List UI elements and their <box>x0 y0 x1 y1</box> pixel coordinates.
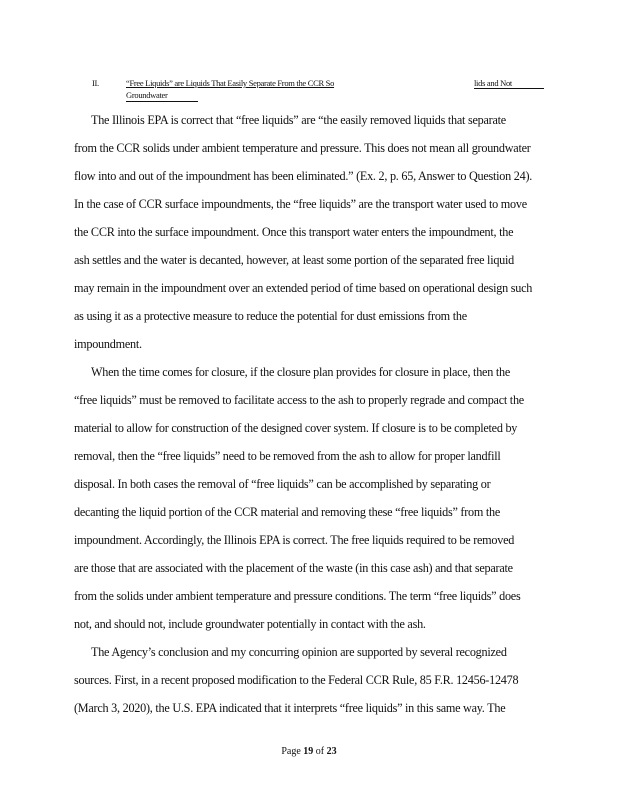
section-title-line2: Groundwater <box>126 89 198 102</box>
text-line: The Illinois EPA is correct that “free liquids” are “the easily removed liquids that separate <box>91 113 506 127</box>
text-line: from the CCR solids under ambient temperature and pressure. This does not mean all groundwater <box>74 141 531 155</box>
text-line: not, and should not, include groundwater potentially in contact with the ash. <box>74 617 426 631</box>
text-line: impoundment. <box>74 337 142 351</box>
text-line: from the solids under ambient temperature and pressure conditions. The term “free liquids” does <box>74 589 521 603</box>
text-line: removal, then the “free liquids” need to be removed from the ash to allow for proper landfill <box>74 449 501 463</box>
text-line: decanting the liquid portion of the CCR material and removing these “free liquids” from the <box>74 505 501 519</box>
page-label: Page <box>281 746 301 757</box>
text-line: as using it as a protective measure to reduce the potential for dust emissions from the <box>74 309 467 323</box>
page-number: 19 <box>303 746 314 757</box>
text-line: When the time comes for closure, if the closure plan provides for closure in place, then the <box>91 365 510 379</box>
text-line: may remain in the impoundment over an extended period of time based on operational design such <box>74 281 533 295</box>
text-line: ash settles and the water is decanted, however, at least some portion of the separated free liquid <box>74 253 514 267</box>
section-number: II. <box>92 78 99 88</box>
text-line: sources. First, in a recent proposed modification to the Federal CCR Rule, 85 F.R. 12456-12478 <box>74 673 519 687</box>
text-line: flow into and out of the impoundment has been eliminated.” (Ex. 2, p. 65, Answer to Question 24). <box>74 169 533 183</box>
text-line: disposal. In both cases the removal of “free liquids” can be accomplished by separating or <box>74 477 491 491</box>
section-title: “Free Liquids” are Liquids That Easily Separate From the CCR So <box>126 78 335 88</box>
text-line: the CCR into the surface impoundment. Once this transport water enters the impoundment, the <box>74 225 514 239</box>
page-footer <box>0 745 618 759</box>
text-line: are those that are associated with the placement of the waste (in this case ash) and that separate <box>74 561 513 575</box>
text-line: (March 3, 2020), the U.S. EPA indicated that it interprets “free liquids” in this same way. The <box>74 701 506 715</box>
text-line: “free liquids” must be removed to facilitate access to the ash to properly regrade and compact the <box>74 393 524 407</box>
of-label: of <box>315 746 325 757</box>
text-line: The Agency’s conclusion and my concurring opinion are supported by several recognized <box>91 645 507 659</box>
section-title-tail: lids and Not <box>474 77 544 89</box>
text-line: material to allow for construction of the designed cover system. If closure is to be completed by <box>74 421 518 435</box>
body-text <box>74 106 570 722</box>
text-line: impoundment. Accordingly, the Illinois EPA is correct. The free liquids required to be removed <box>74 533 515 547</box>
total-pages: 23 <box>326 746 337 757</box>
text-line: In the case of CCR surface impoundments, the “free liquids” are the transport water used to move <box>74 197 527 211</box>
